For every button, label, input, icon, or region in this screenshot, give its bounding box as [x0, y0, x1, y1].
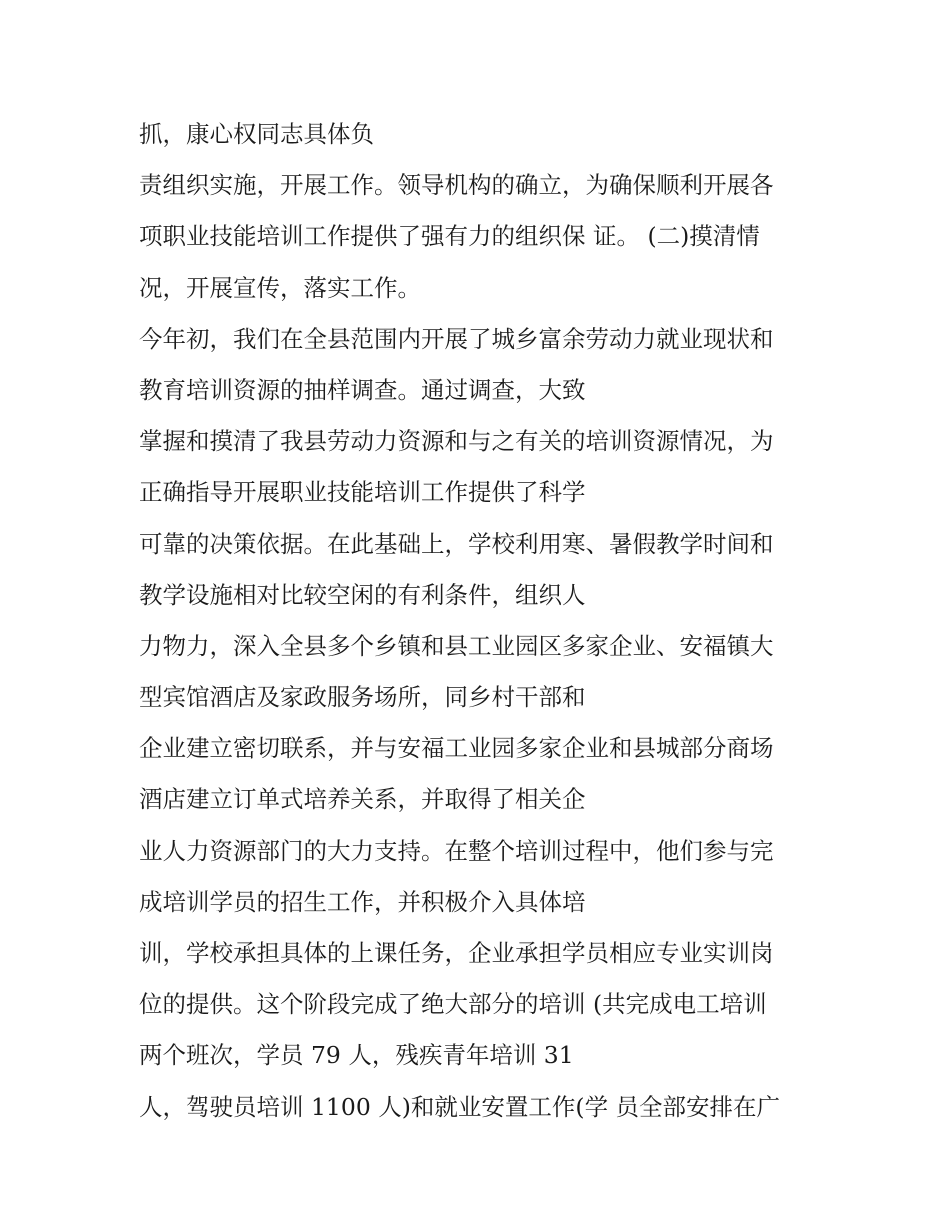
text-line: 力物力，深入全县多个乡镇和县工业园区多家企业、安福镇大	[139, 631, 774, 660]
text-line: 训，学校承担具体的上课任务，企业承担学员相应专业实训岗	[139, 939, 774, 967]
text-line: 成培训学员的招生工作，并积极介入具体培	[139, 887, 586, 916]
text-line: 型宾馆酒店及家政服务场所，同乡村干部和	[139, 683, 586, 712]
text-line: 业人力资源部门的大力支持。在整个培训过程中，他们参与完	[139, 836, 774, 865]
text-line: 两个班次，学员 79 人，残疾青年培训 31	[139, 1041, 574, 1070]
document-body	[139, 109, 819, 1133]
text-line: 教育培训资源的抽样调查。通过调查，大致	[139, 375, 586, 404]
text-line: 可靠的决策依据。在此基础上，学校利用寒、暑假教学时间和	[139, 529, 774, 558]
text-line: 抓，康心权同志具体负	[139, 120, 374, 148]
text-line: 况，开展宣传，落实工作。	[139, 273, 421, 302]
text-line: 责组织实施，开展工作。领导机构的确立，为确保顺利开展各	[139, 171, 774, 200]
text-line: 教学设施相对比较空闲的有利条件，组织人	[139, 580, 586, 609]
text-line: 正确指导开展职业技能培训工作提供了科学	[139, 478, 586, 507]
text-line: 掌握和摸清了我县劳动力资源和与之有关的培训资源情况，为	[139, 427, 774, 456]
text-line: 今年初，我们在全县范围内开展了城乡富余劳动力就业现状和	[139, 324, 774, 353]
text-line: 项职业技能培训工作提供了强有力的组织保 证。 (二)摸清情	[139, 222, 760, 251]
text-line: 人，驾驶员培训 1100 人)和就业安置工作(学 员全部安排在广	[139, 1092, 781, 1121]
text-line: 企业建立密切联系，并与安福工业园多家企业和县城部分商场	[139, 734, 774, 763]
text-line: 酒店建立订单式培养关系，并取得了相关企	[139, 785, 586, 814]
text-line: 位的提供。这个阶段完成了绝大部分的培训 (共完成电工培训	[139, 990, 767, 1019]
